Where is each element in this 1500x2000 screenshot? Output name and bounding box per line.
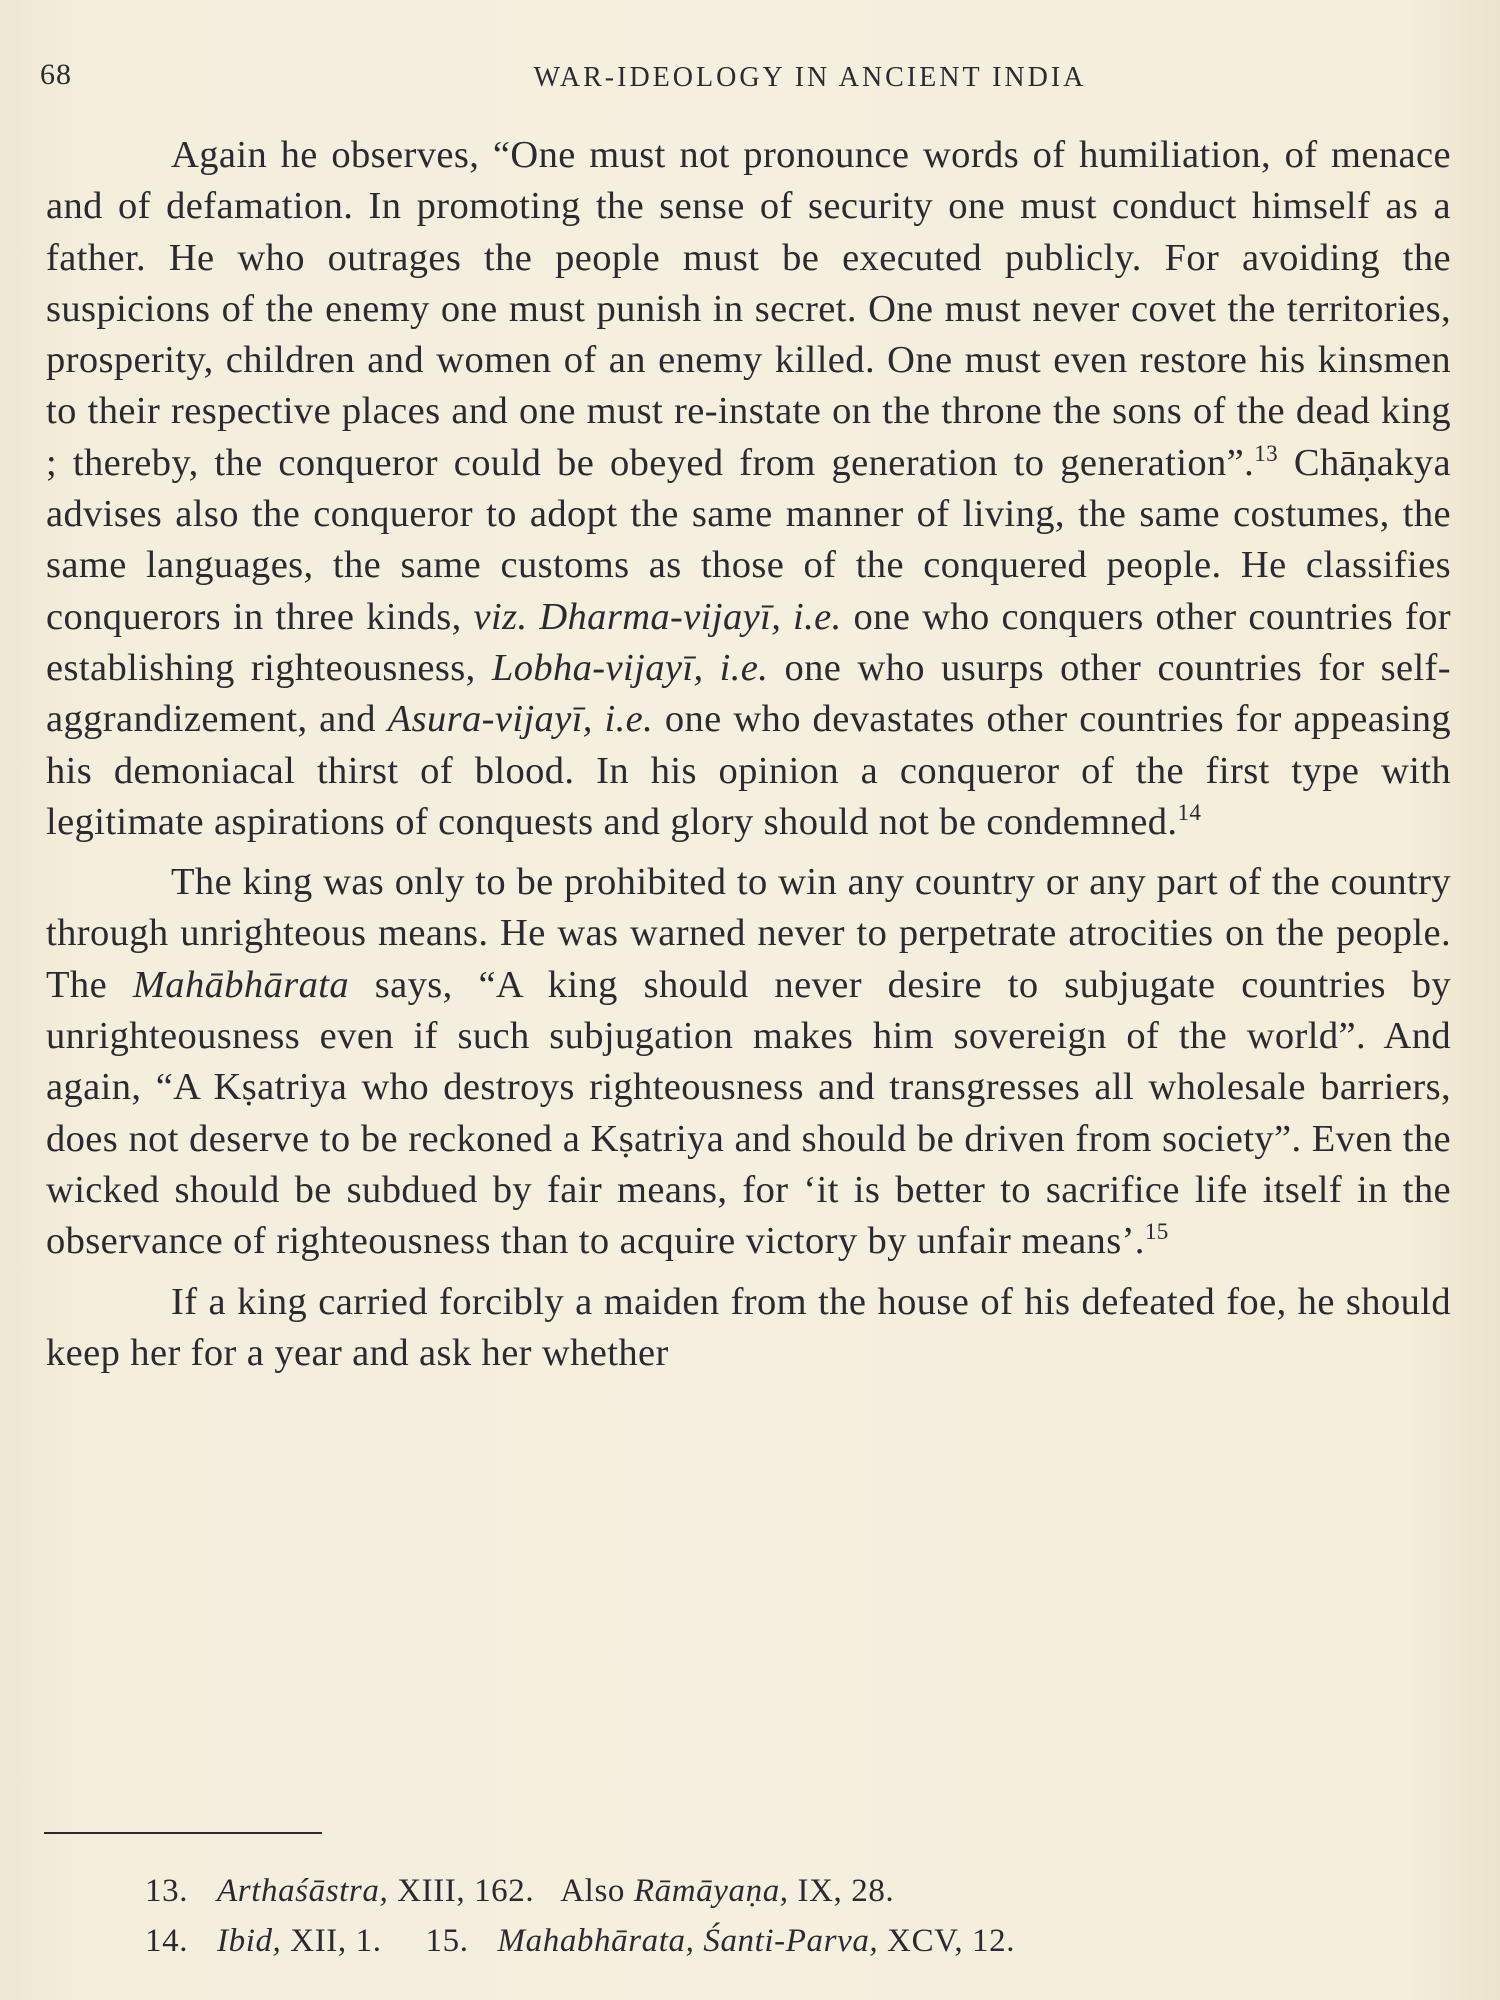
footnote-13-ref-2: IX, 28. — [797, 1873, 895, 1909]
term-asura-vijayi: Asura-vijayī, — [387, 698, 593, 741]
paragraph-2-text-b: says, “A king should never desire to subjugate countries by unrighteousness even if such subjugation makes him sovereign of the world”. And again, “A Kṣatriya who destroys righteousness and transgresses all wholesale barriers, does not deserve to be reckoned a Kṣatriya and should be driven from society”. Even the wicked should be subdued by fair means, for ‘it is better to sacrifice life itself in the observance of righteousness than to acquire victory by unfair means’. — [46, 963, 1451, 1263]
paragraph-1-text-b: Chāṇakya advises also the conqueror to adopt the same manner of living, the same costumes, the same languages, the same customs as those of the conquered people. He classifies conquerors in three kinds, — [46, 441, 1452, 638]
footnote-13-title-2: Rāmāyaṇa, — [633, 1873, 789, 1909]
paragraph-1-text-d: one who usurps other countries for self-aggrandizement, and — [46, 646, 1451, 741]
footnote-15-title: Mahabhārata, Śanti-Parva, — [497, 1923, 879, 1959]
term-ie-3: i.e. — [604, 698, 654, 741]
footnote-ref-14: 14 — [1177, 799, 1202, 826]
paragraph-1-text-e: one who devastates other countries for appeasing his demoniacal thirst of blood. In his opinion a conqueror of the first type with legitimate aspirations of conquests and glory should not be condemned. — [46, 698, 1452, 843]
term-lobha-vijayi: Lobha-vijayī, — [491, 646, 704, 689]
footnote-divider — [44, 1832, 322, 1834]
footnote-ref-15: 15 — [1144, 1218, 1169, 1245]
footnote-14-title: Ibid, — [217, 1923, 282, 1959]
footnote-14-number: 14. — [145, 1923, 189, 1959]
footnote-13-ref: XIII, 162. — [397, 1873, 535, 1909]
term-ie-2: i.e. — [719, 646, 769, 689]
page-number: 68 — [40, 58, 72, 91]
footnote-14-15 — [145, 1916, 1015, 1966]
paragraph-1-text-c: one who conquers other countries for establishing righteousness, — [46, 595, 1451, 689]
footnote-13-also: Also — [560, 1873, 625, 1909]
footnotes — [145, 1866, 1015, 1966]
footnote-13-title: Arthaśāstra, — [217, 1873, 389, 1909]
footnote-14-ref: XII, 1. — [290, 1923, 382, 1959]
term-dharma-vijayi: Dharma-vijayī, — [539, 595, 782, 638]
footnote-15-ref: XCV, 12. — [887, 1923, 1016, 1959]
body-text — [46, 130, 1451, 1379]
paragraph-2-text-a: The king was only to be prohibited to win any country or any part of the country through unrighteous means. He was warned never to perpetrate atrocities on the people. The — [46, 861, 1451, 1006]
term-viz: viz. — [473, 595, 528, 638]
term-mahabharata: Mahābhārata — [132, 963, 349, 1006]
running-head: WAR-IDEOLOGY IN ANCIENT INDIA — [533, 62, 1087, 93]
paragraph-2 — [46, 857, 1451, 1267]
term-ie-1: i.e. — [793, 595, 842, 638]
footnote-13-number: 13. — [145, 1873, 189, 1909]
paragraph-3: If a king carried forcibly a maiden from the house of his defeated foe, he should keep her for a year and ask her whether — [46, 1280, 1451, 1374]
paragraph-1-text-a: Again he observes, “One must not pronounce words of humiliation, of menace and of defamation. In promoting the sense of security one must conduct himself as a father. He who outrages the people must be executed publicly. For avoiding the suspicions of the enemy one must punish in secret. One must never covet the territories, prosperity, children and women of an enemy killed. One must even restore his kinsmen to their respective places and one must re-instate on the throne the sons of the dead king ; thereby, the conqueror could be obeyed from generation to generation”. — [46, 134, 1451, 484]
footnote-ref-13: 13 — [1254, 439, 1279, 466]
footnote-15-number: 15. — [425, 1923, 469, 1959]
paragraph-1 — [46, 130, 1451, 848]
footnote-13 — [145, 1866, 1015, 1916]
